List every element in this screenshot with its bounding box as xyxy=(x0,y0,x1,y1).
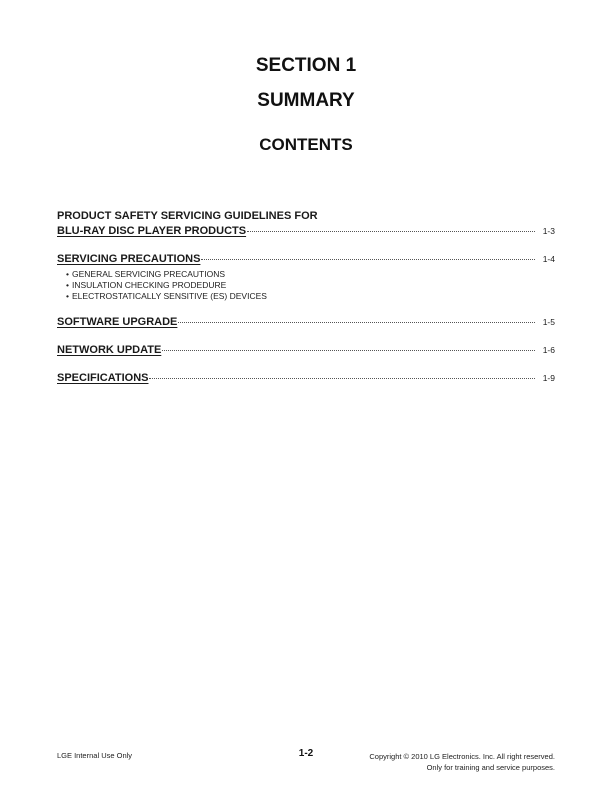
bullet-icon: • xyxy=(66,280,69,290)
bullet-icon: • xyxy=(66,291,69,301)
toc-leader-dots xyxy=(162,349,535,351)
toc-label-servicing-precautions: SERVICING PRECAUTIONS xyxy=(57,253,201,265)
summary-heading: SUMMARY xyxy=(257,90,355,111)
footer-copyright: Copyright © 2010 LG Electronics. Inc. All right reserved. xyxy=(369,752,555,761)
table-of-contents xyxy=(57,209,555,399)
toc-entry-servicing-precautions[interactable] xyxy=(57,252,555,302)
toc-entry-product-safety[interactable] xyxy=(57,209,555,239)
toc-label-network-update: NETWORK UPDATE xyxy=(57,344,162,356)
toc-leader-dots xyxy=(247,230,535,232)
toc-sub-item xyxy=(66,269,555,280)
toc-entry-network-update[interactable] xyxy=(57,343,555,358)
bullet-icon: • xyxy=(66,269,69,279)
toc-page-number: 1-5 xyxy=(542,317,555,327)
toc-label-product-safety-line2: BLU-RAY DISC PLAYER PRODUCTS xyxy=(57,225,247,237)
toc-entry-software-upgrade[interactable] xyxy=(57,315,555,330)
toc-label-software-upgrade: SOFTWARE UPGRADE xyxy=(57,316,178,328)
contents-heading: CONTENTS xyxy=(259,135,353,154)
toc-label-specifications: SPECIFICATIONS xyxy=(57,372,149,384)
toc-sub-item-label: ELECTROSTATICALLY SENSITIVE (ES) DEVICES xyxy=(72,291,267,301)
toc-page-number: 1-9 xyxy=(542,373,555,383)
toc-entry-specifications[interactable] xyxy=(57,371,555,386)
toc-page-number: 1-6 xyxy=(542,345,555,355)
section-heading: SECTION 1 xyxy=(255,55,357,76)
toc-leader-dots xyxy=(201,258,535,260)
footer-notice: Only for training and service purposes. xyxy=(426,763,555,772)
toc-sub-list xyxy=(66,269,555,302)
footer-copyright-block xyxy=(369,751,555,773)
toc-leader-dots xyxy=(178,321,535,323)
toc-page-number: 1-3 xyxy=(542,226,555,236)
toc-sub-item xyxy=(66,291,555,302)
toc-leader-dots xyxy=(149,377,535,379)
toc-sub-item xyxy=(66,280,555,291)
toc-label-product-safety-line1: PRODUCT SAFETY SERVICING GUIDELINES FOR xyxy=(57,210,318,222)
footer-internal-use: LGE Internal Use Only xyxy=(57,751,133,760)
toc-sub-item-label: INSULATION CHECKING PRODEDURE xyxy=(72,280,227,290)
toc-page-number: 1-4 xyxy=(542,254,555,264)
toc-sub-item-label: GENERAL SERVICING PRECAUTIONS xyxy=(72,269,226,279)
footer-page-number: 1-2 xyxy=(298,748,314,759)
